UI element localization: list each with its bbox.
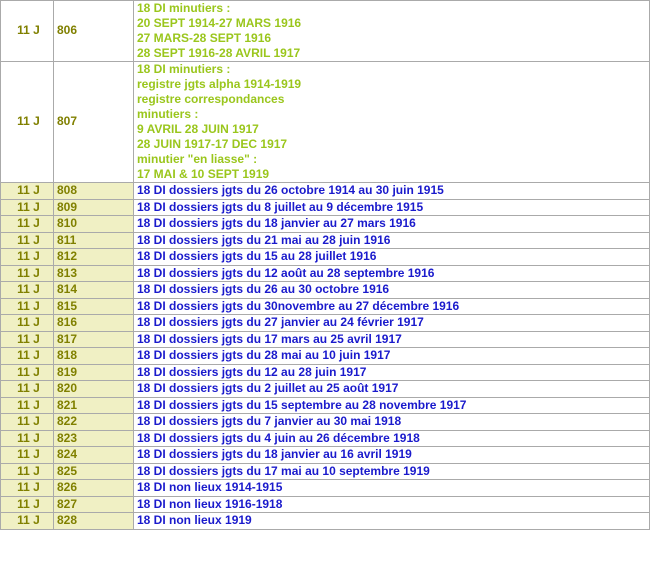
description-line: registre jgts alpha 1914-1919: [137, 77, 302, 91]
cote-number-cell: 815: [54, 298, 134, 315]
table-row: [1, 298, 650, 315]
description-cell: 18 DI non lieux 1914-1915: [134, 480, 650, 497]
description-cell: 18 DI dossiers jgts du 12 au 28 juin 1917: [134, 364, 650, 381]
cote-number-cell: 809: [54, 199, 134, 216]
serie-cell: 11 J: [1, 348, 54, 365]
cote-number-cell: 808: [54, 183, 134, 200]
serie-cell: 11 J: [1, 199, 54, 216]
table-row: [1, 430, 650, 447]
description-cell: 18 DI dossiers jgts du 8 juillet au 9 décembre 1915: [134, 199, 650, 216]
cote-number-cell: 827: [54, 496, 134, 513]
table-row: [1, 282, 650, 299]
description-line: 18 DI minutiers :: [137, 62, 231, 76]
serie-cell: 11 J: [1, 331, 54, 348]
table-row: [1, 463, 650, 480]
table-row: [1, 199, 650, 216]
table-row: [1, 62, 650, 183]
serie-cell: 11 J: [1, 282, 54, 299]
cote-number-cell: 811: [54, 232, 134, 249]
cote-number-cell: 810: [54, 216, 134, 233]
cote-number-cell: 828: [54, 513, 134, 530]
serie-cell: 11 J: [1, 216, 54, 233]
serie-cell: 11 J: [1, 496, 54, 513]
serie-cell: 11 J: [1, 430, 54, 447]
description-cell: [134, 62, 650, 183]
cote-number-cell: 819: [54, 364, 134, 381]
description-cell: 18 DI dossiers jgts du 17 mai au 10 septembre 1919: [134, 463, 650, 480]
cote-number-cell: 821: [54, 397, 134, 414]
cote-number-cell: 823: [54, 430, 134, 447]
description-line: 9 AVRIL 28 JUIN 1917: [137, 122, 259, 136]
description-cell: 18 DI dossiers jgts du 30novembre au 27 décembre 1916: [134, 298, 650, 315]
cote-number-cell: 816: [54, 315, 134, 332]
serie-cell: 11 J: [1, 480, 54, 497]
cote-number-cell: 812: [54, 249, 134, 266]
serie-cell: 11 J: [1, 513, 54, 530]
serie-cell: 11 J: [1, 298, 54, 315]
cote-number-cell: 824: [54, 447, 134, 464]
serie-cell: 11 J: [1, 397, 54, 414]
table-row: [1, 381, 650, 398]
description-cell: 18 DI dossiers jgts du 7 janvier au 30 mai 1918: [134, 414, 650, 431]
description-cell: 18 DI dossiers jgts du 15 septembre au 28 novembre 1917: [134, 397, 650, 414]
table-row: [1, 364, 650, 381]
table-row: [1, 397, 650, 414]
table-row: [1, 216, 650, 233]
description-cell: 18 DI dossiers jgts du 28 mai au 10 juin 1917: [134, 348, 650, 365]
description-cell: 18 DI dossiers jgts du 26 octobre 1914 au 30 juin 1915: [134, 183, 650, 200]
serie-cell: 11 J: [1, 364, 54, 381]
serie-cell: 11 J: [1, 414, 54, 431]
description-line: registre correspondances: [137, 92, 285, 106]
cote-number-cell: 807: [54, 62, 134, 183]
description-line: 28 JUIN 1917-17 DEC 1917: [137, 137, 288, 151]
table-row: [1, 496, 650, 513]
description-cell: 18 DI dossiers jgts du 4 juin au 26 décembre 1918: [134, 430, 650, 447]
table-row: [1, 265, 650, 282]
description-line: 28 SEPT 1916-28 AVRIL 1917: [137, 46, 301, 60]
description-cell: 18 DI dossiers jgts du 15 au 28 juillet 1916: [134, 249, 650, 266]
serie-cell: 11 J: [1, 265, 54, 282]
description-cell: 18 DI dossiers jgts du 12 août au 28 septembre 1916: [134, 265, 650, 282]
table-row: [1, 348, 650, 365]
description-cell: 18 DI dossiers jgts du 18 janvier au 27 mars 1916: [134, 216, 650, 233]
table-row: [1, 249, 650, 266]
cote-number-cell: 817: [54, 331, 134, 348]
description-line: 27 MARS-28 SEPT 1916: [137, 31, 272, 45]
serie-cell: 11 J: [1, 249, 54, 266]
serie-cell: 11 J: [1, 447, 54, 464]
cote-number-cell: 822: [54, 414, 134, 431]
serie-cell: 11 J: [1, 315, 54, 332]
description-cell: 18 DI non lieux 1919: [134, 513, 650, 530]
description-line: minutiers :: [137, 107, 199, 121]
serie-cell: 11 J: [1, 381, 54, 398]
cote-number-cell: 813: [54, 265, 134, 282]
cote-number-cell: 826: [54, 480, 134, 497]
table-row: [1, 513, 650, 530]
cote-number-cell: 806: [54, 1, 134, 62]
description-line: 18 DI minutiers :: [137, 1, 231, 15]
description-line: 20 SEPT 1914-27 MARS 1916: [137, 16, 302, 30]
description-cell: 18 DI dossiers jgts du 26 au 30 octobre 1916: [134, 282, 650, 299]
table-row: [1, 331, 650, 348]
serie-cell: 11 J: [1, 463, 54, 480]
description-cell: 18 DI dossiers jgts du 27 janvier au 24 février 1917: [134, 315, 650, 332]
description-line: minutier "en liasse" :: [137, 152, 258, 166]
serie-cell: 11 J: [1, 232, 54, 249]
cote-number-cell: 825: [54, 463, 134, 480]
description-line: 17 MAI & 10 SEPT 1919: [137, 167, 270, 181]
description-cell: 18 DI dossiers jgts du 21 mai au 28 juin 1916: [134, 232, 650, 249]
table-row: [1, 447, 650, 464]
table-row: [1, 480, 650, 497]
table-row: [1, 414, 650, 431]
inventory-table-body: [1, 1, 650, 530]
table-row: [1, 183, 650, 200]
cote-number-cell: 814: [54, 282, 134, 299]
cote-number-cell: 818: [54, 348, 134, 365]
description-cell: 18 DI dossiers jgts du 18 janvier au 16 avril 1919: [134, 447, 650, 464]
table-row: [1, 1, 650, 62]
serie-cell: 11 J: [1, 62, 54, 183]
description-cell: 18 DI dossiers jgts du 17 mars au 25 avril 1917: [134, 331, 650, 348]
serie-cell: 11 J: [1, 183, 54, 200]
description-cell: 18 DI dossiers jgts du 2 juillet au 25 août 1917: [134, 381, 650, 398]
table-row: [1, 315, 650, 332]
cote-number-cell: 820: [54, 381, 134, 398]
table-row: [1, 232, 650, 249]
serie-cell: 11 J: [1, 1, 54, 62]
description-cell: [134, 1, 650, 62]
description-cell: 18 DI non lieux 1916-1918: [134, 496, 650, 513]
